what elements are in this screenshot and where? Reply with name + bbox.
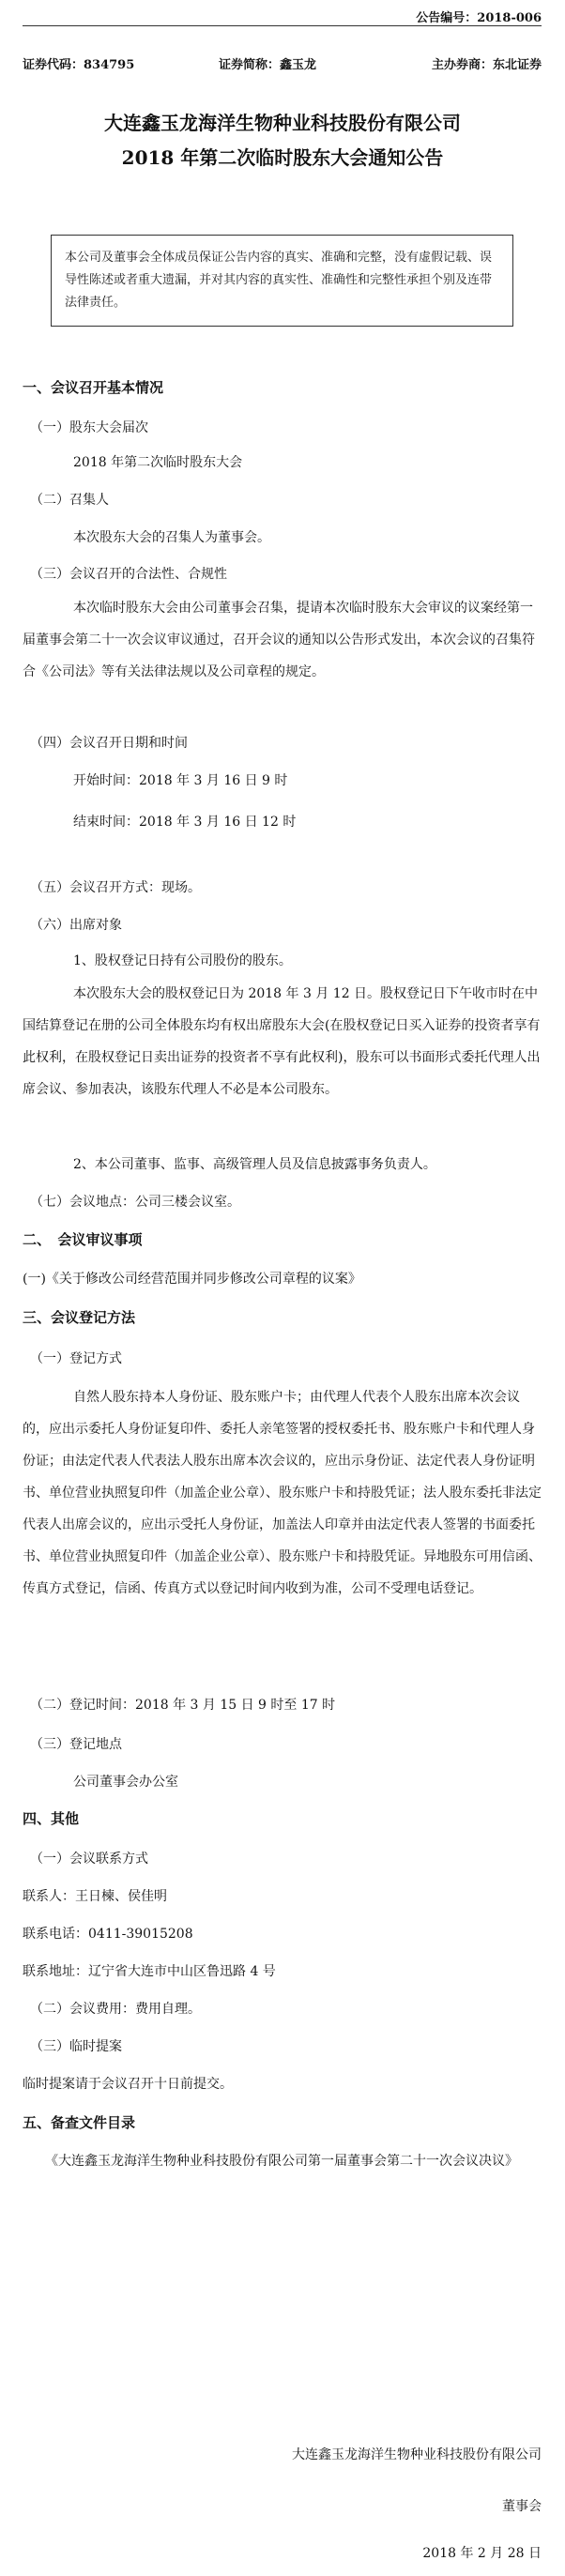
section-2-heading: 二、 会议审议事项 xyxy=(23,1231,143,1248)
document-title-line1: 大连鑫玉龙海洋生物种业科技股份有限公司 xyxy=(104,112,461,134)
s3-a-title: （一）登记方式 xyxy=(30,1351,122,1366)
s4-contact-phone: 联系电话：0411-39015208 xyxy=(23,1927,193,1942)
s5-item: 《大连鑫玉龙海洋生物种业科技股份有限公司第一届董事会第二十一次会议决议》 xyxy=(45,2154,518,2169)
s1-f-item2: 2、本公司董事、监事、高级管理人员及信息披露事务负责人。 xyxy=(73,1157,436,1172)
s4-b-title: （二）会议费用：费用自理。 xyxy=(30,2002,201,2017)
s4-c-body: 临时提案请于会议召开十日前提交。 xyxy=(23,2077,233,2092)
s1-c-title: （三）会议召开的合法性、合规性 xyxy=(30,567,227,582)
signature-board: 董事会 xyxy=(502,2499,542,2514)
s1-a-title: （一）股东大会届次 xyxy=(30,420,148,435)
s3-c-body: 公司董事会办公室 xyxy=(73,1775,178,1790)
s4-contact-address: 联系地址：辽宁省大连市中山区鲁迅路 4 号 xyxy=(23,1964,276,1979)
sponsor-broker: 主办券商：东北证券 xyxy=(431,58,542,72)
section-1-heading: 一、会议召开基本情况 xyxy=(23,379,164,396)
s1-d-end-time: 结束时间：2018 年 3 月 16 日 12 时 xyxy=(73,815,297,830)
s1-d-start-time: 开始时间：2018 年 3 月 16 日 9 时 xyxy=(73,773,288,788)
section-3-heading: 三、会议登记方法 xyxy=(23,1309,136,1326)
s3-b-title: （二）登记时间：2018 年 3 月 15 日 9 时至 17 时 xyxy=(30,1698,336,1713)
document-title-line2: 2018 年第二次临时股东大会通知公告 xyxy=(121,146,444,169)
s1-g-title: （七）会议地点：公司三楼会议室。 xyxy=(30,1195,240,1210)
s1-c-body: 本次临时股东大会由公司董事会召集，提请本次临时股东大会审议的议案经第一届董事会第二十一次会议审议通过，召开会议的通知以公告形式发出，本次会议的召集符合《公司法》等有关法律法规以及公司章程的规定。 xyxy=(23,601,535,679)
signature-company: 大连鑫玉龙海洋生物种业科技股份有限公司 xyxy=(292,2447,542,2462)
header-divider xyxy=(23,25,542,26)
s1-f-title: （六）出席对象 xyxy=(30,918,122,933)
stock-short-name: 证券简称：鑫玉龙 xyxy=(219,58,317,72)
s1-b-body: 本次股东大会的召集人为董事会。 xyxy=(73,530,270,545)
s1-b-title: （二）召集人 xyxy=(30,493,109,508)
disclaimer-notice: 本公司及董事会全体成员保证公告内容的真实、准确和完整，没有虚假记载、误导性陈述或者重大遗漏，并对其内容的真实性、准确性和完整性承担个别及连带法律责任。 xyxy=(51,235,513,327)
s1-a-body: 2018 年第二次临时股东大会 xyxy=(73,455,243,470)
s4-a-title: （一）会议联系方式 xyxy=(30,1852,148,1867)
s4-c-title: （三）临时提案 xyxy=(30,2039,122,2054)
announcement-number: 公告编号：2018-006 xyxy=(416,11,542,25)
section-5-heading: 五、备查文件目录 xyxy=(23,2114,136,2131)
s4-contact-person: 联系人：王日楝、侯佳明 xyxy=(23,1889,167,1904)
s1-d-title: （四）会议召开日期和时间 xyxy=(30,736,188,751)
signature-date: 2018 年 2 月 28 日 xyxy=(422,2546,542,2561)
s3-a-body: 自然人股东持本人身份证、股东账户卡；由代理人代表个人股东出席本次会议的，应出示委托人身份证复印件、委托人亲笔签署的授权委托书、股东账户卡和代理人身份证；由法定代表人代表法人股东出席本次会议的，应出示身份证、法定代表人身份证明书、单位营业执照复印件（加盖企业公章）、股东账户卡和持股凭证；法人股东委托非法定代表人出席会议的，应出示受托人身份证，加盖法人印章并由法定代表人签署的书面委托书、单位营业执照复印件（加盖企业公章）、股东账户卡和持股凭证。异地股东可用信函、传真方式登记，信函、传真方式以登记时间内收到为准，公司不受理电话登记。 xyxy=(23,1390,542,1596)
stock-code: 证券代码：834795 xyxy=(23,58,135,72)
section-4-heading: 四、其他 xyxy=(23,1810,80,1827)
s1-f-body: 本次股东大会的股权登记日为 2018 年 3 月 12 日。股权登记日下午收市时在中国结算登记在册的公司全体股东均有权出席股东大会(在股权登记日买入证券的投资者享有此权利，在股权登记日卖出证券的投资者不享有此权利)，股东可以书面形式委托代理人出席会议、参加表决，该股东代理人不必是本公司股东。 xyxy=(23,986,541,1097)
s1-e-title: （五）会议召开方式：现场。 xyxy=(30,880,201,895)
s3-c-title: （三）登记地点 xyxy=(30,1737,122,1752)
s1-f-item1: 1、股权登记日持有公司股份的股东。 xyxy=(73,953,292,968)
s2-item1: (一)《关于修改公司经营范围并同步修改公司章程的议案》 xyxy=(23,1272,361,1287)
